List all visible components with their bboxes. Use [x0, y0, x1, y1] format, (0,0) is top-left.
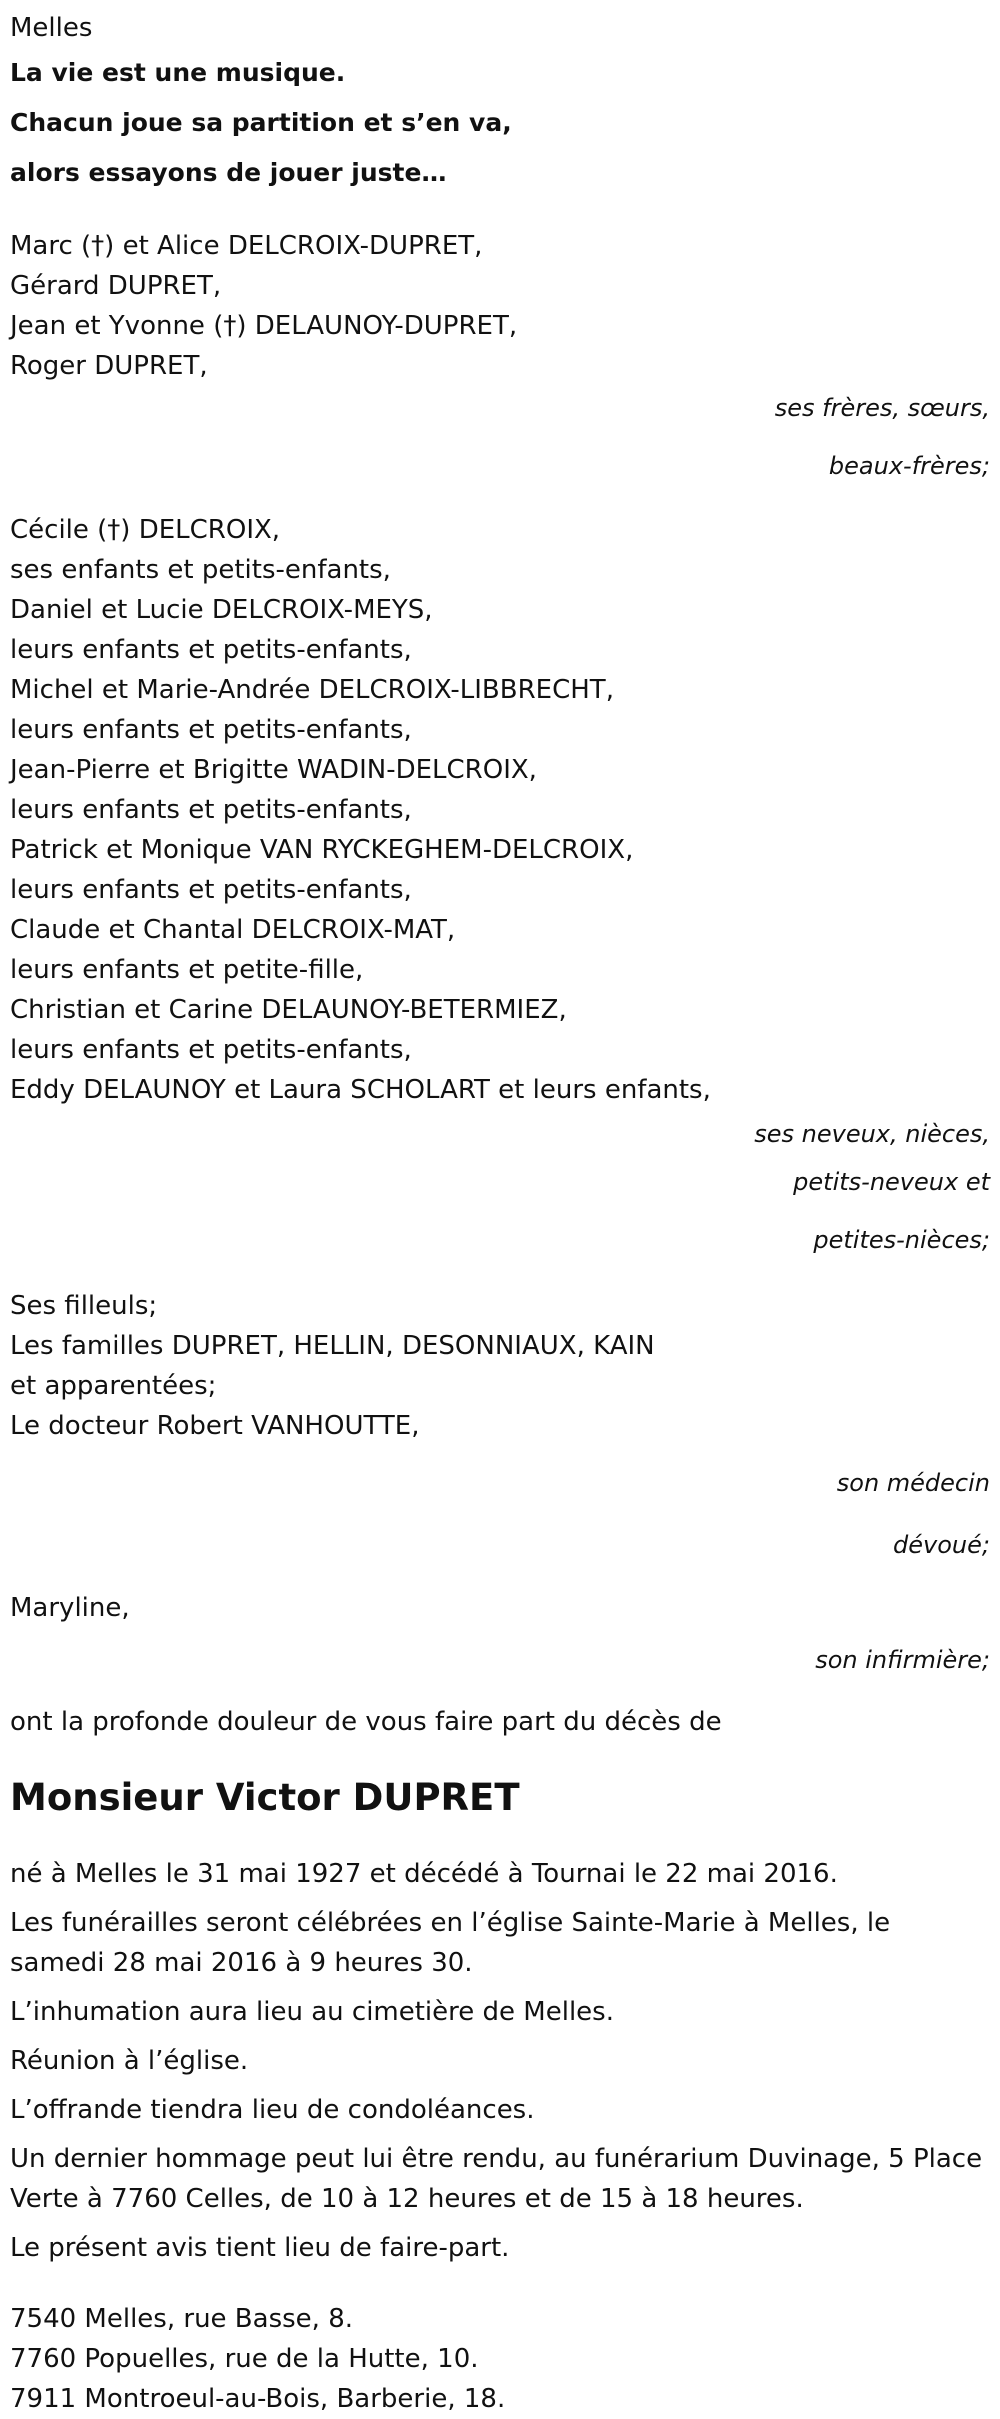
- family-name: Maryline,: [10, 1593, 130, 1623]
- family-name: Eddy DELAUNOY et Laura SCHOLART et leurs enfants,: [10, 1075, 711, 1105]
- detail-paragraph: Un dernier hommage peut lui être rendu, au funérarium Duvinage, 5 Place Verte à 7760 Celles, de 10 à 12 heures et de 15 à 18 heures.: [10, 2144, 983, 2214]
- family-name: leurs enfants et petits-enfants,: [10, 635, 412, 665]
- deceased-name: Monsieur Victor DUPRET: [10, 1776, 520, 1819]
- relation-label: dévoué;: [893, 1531, 990, 1559]
- family-name: et apparentées;: [10, 1371, 217, 1401]
- obituary-notice: [10, 8, 990, 2419]
- poem: [10, 48, 990, 198]
- relation-label: ses neveux, nièces,: [754, 1120, 990, 1148]
- family-group-others: [10, 1286, 990, 1564]
- family-name: Claude et Chantal DELCROIX-MAT,: [10, 915, 456, 945]
- family-group-nurse: [10, 1588, 990, 1678]
- family-name: Patrick et Monique VAN RYCKEGHEM-DELCROIX,: [10, 835, 634, 865]
- relation-label: son médecin: [836, 1469, 990, 1497]
- family-name: Les familles DUPRET, HELLIN, DESONNIAUX, KAIN: [10, 1331, 655, 1361]
- detail-paragraph: Réunion à l’église.: [10, 2046, 249, 2076]
- family-group-siblings: [10, 226, 990, 486]
- detail-paragraph: L’offrande tiendra lieu de condoléances.: [10, 2095, 535, 2125]
- family-name: Le docteur Robert VANHOUTTE,: [10, 1411, 420, 1441]
- detail-paragraph: né à Melles le 31 mai 1927 et décédé à Tournai le 22 mai 2016.: [10, 1859, 838, 1889]
- announcement-text: ont la profonde douleur de vous faire part du décès de: [10, 1707, 722, 1737]
- family-name: Jean et Yvonne (†) DELAUNOY-DUPRET,: [10, 311, 518, 341]
- family-name: leurs enfants et petite-fille,: [10, 955, 364, 985]
- relation-label: son infirmière;: [815, 1646, 990, 1674]
- family-name: Jean-Pierre et Brigitte WADIN-DELCROIX,: [10, 755, 537, 785]
- detail-paragraph: L’inhumation aura lieu au cimetière de Melles.: [10, 1997, 614, 2027]
- family-name: Christian et Carine DELAUNOY-BETERMIEZ,: [10, 995, 567, 1025]
- address-line: 7760 Popuelles, rue de la Hutte, 10.: [10, 2344, 479, 2374]
- family-name: Gérard DUPRET,: [10, 271, 222, 301]
- address-line: 7540 Melles, rue Basse, 8.: [10, 2304, 354, 2334]
- family-name: Marc (†) et Alice DELCROIX-DUPRET,: [10, 231, 483, 261]
- relation-label: petits-neveux et: [793, 1168, 990, 1196]
- relation-label: beaux-frères;: [828, 452, 990, 480]
- funeral-details: [10, 1854, 990, 2268]
- poem-line: alors essayons de jouer juste…: [10, 158, 447, 187]
- poem-line: Chacun joue sa partition et s’en va,: [10, 108, 512, 137]
- family-name: Daniel et Lucie DELCROIX-MEYS,: [10, 595, 433, 625]
- family-name: Cécile (†) DELCROIX,: [10, 515, 281, 545]
- family-group-nephews: [10, 510, 990, 1262]
- family-name: leurs enfants et petits-enfants,: [10, 715, 412, 745]
- poem-line: La vie est une musique.: [10, 58, 346, 87]
- relation-label: ses frères, sœurs,: [774, 394, 990, 422]
- family-name: ses enfants et petits-enfants,: [10, 555, 391, 585]
- family-name: Roger DUPRET,: [10, 351, 208, 381]
- detail-paragraph: Les funérailles seront célébrées en l’église Sainte-Marie à Melles, le samedi 28 mai 2016 à 9 heures 30.: [10, 1908, 891, 1978]
- location-heading: Melles: [10, 13, 93, 43]
- family-name: leurs enfants et petits-enfants,: [10, 1035, 412, 1065]
- relation-label: petites-nièces;: [813, 1226, 990, 1254]
- family-name: Ses filleuls;: [10, 1291, 158, 1321]
- family-name: leurs enfants et petits-enfants,: [10, 875, 412, 905]
- addresses: [10, 2299, 990, 2419]
- address-line: 7911 Montroeul-au-Bois, Barberie, 18.: [10, 2384, 506, 2414]
- family-name: leurs enfants et petits-enfants,: [10, 795, 412, 825]
- family-name: Michel et Marie-Andrée DELCROIX-LIBBRECHT,: [10, 675, 614, 705]
- detail-paragraph: Le présent avis tient lieu de faire-part.: [10, 2233, 510, 2263]
